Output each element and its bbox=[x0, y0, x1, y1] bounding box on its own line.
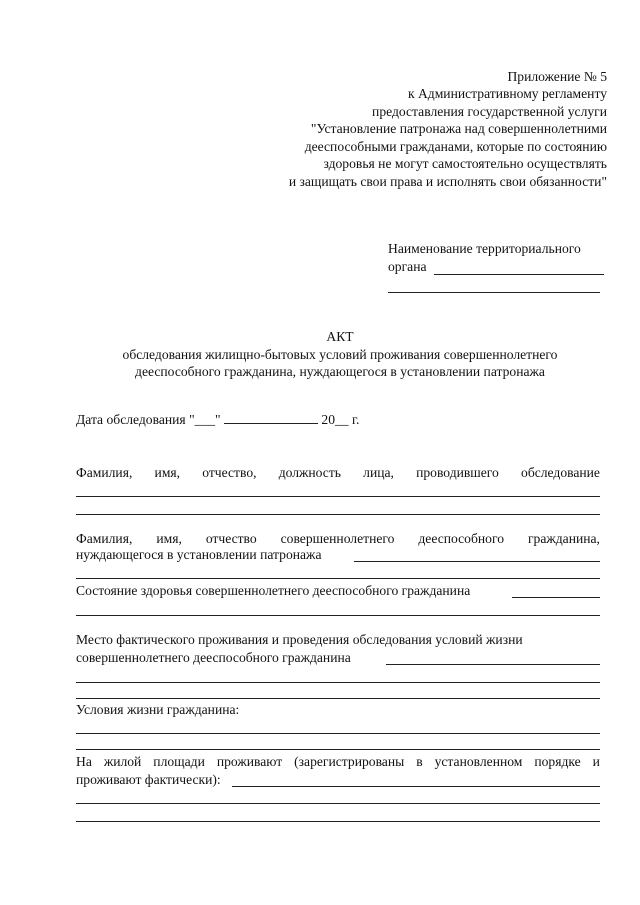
label-word: имя, bbox=[154, 465, 181, 480]
residence-label: Место фактического проживания и проведения обследования условий жизни bbox=[76, 632, 523, 647]
citizen-label bbox=[76, 530, 600, 547]
living-conditions-label: Условия жизни гражданина: bbox=[76, 702, 240, 717]
label-word: жилой bbox=[103, 754, 142, 769]
label-word: площади bbox=[153, 754, 205, 769]
appendix-line: к Административному регламенту bbox=[407, 86, 607, 101]
label-word: Фамилия, bbox=[76, 465, 133, 480]
label-word: проводившего bbox=[416, 465, 499, 480]
label-word: в bbox=[416, 754, 423, 769]
date-open-quote: " bbox=[189, 412, 195, 427]
label-word: дееспособного bbox=[418, 531, 504, 546]
label-word: отчество, bbox=[202, 465, 257, 480]
label-word: обследование bbox=[521, 465, 600, 480]
citizen-blank-line[interactable] bbox=[354, 561, 600, 562]
appendix-line: предоставления государственной услуги bbox=[372, 104, 607, 119]
residence-label-line2: совершеннолетнего дееспособного гражданина bbox=[76, 650, 351, 665]
label-word: порядке bbox=[534, 754, 581, 769]
date-day-blank[interactable]: ___ bbox=[194, 412, 216, 427]
residence-blank-line[interactable] bbox=[386, 664, 600, 665]
label-word: совершеннолетнего bbox=[280, 531, 395, 546]
appendix-line: "Установление патронажа над совершеннолетними bbox=[310, 121, 607, 136]
act-subtitle: обследования жилищно-бытовых условий проживания совершеннолетнего bbox=[122, 347, 558, 362]
inspector-label bbox=[76, 464, 600, 481]
label-word: (зарегистрированы bbox=[294, 754, 405, 769]
residents-blank-line[interactable] bbox=[76, 803, 600, 804]
label-word: На bbox=[76, 754, 92, 769]
date-year-blank[interactable]: __ bbox=[335, 412, 349, 427]
date-label: Дата обследования bbox=[76, 412, 186, 427]
act-subtitle: дееспособного гражданина, нуждающегося в установлении патронажа bbox=[135, 364, 545, 379]
residents-label bbox=[76, 753, 600, 770]
inspection-date bbox=[76, 411, 359, 428]
date-year-prefix: 20 bbox=[321, 412, 335, 427]
inspector-blank-line[interactable] bbox=[76, 514, 600, 515]
citizen-label-line2: нуждающегося в установлении патронажа bbox=[76, 547, 322, 562]
date-month-blank[interactable] bbox=[224, 412, 318, 424]
label-word: Фамилия, bbox=[76, 531, 133, 546]
living-conditions-blank-line[interactable] bbox=[76, 733, 600, 734]
inspector-blank-line[interactable] bbox=[76, 496, 600, 497]
label-word: гражданина, bbox=[527, 531, 600, 546]
authority-blank-line[interactable] bbox=[388, 292, 600, 293]
date-year-suffix: г. bbox=[352, 412, 360, 427]
residents-label-line2: проживают фактически): bbox=[76, 772, 221, 787]
residence-blank-line[interactable] bbox=[76, 682, 600, 683]
label-word: отчество bbox=[205, 531, 257, 546]
label-word: и bbox=[592, 754, 600, 769]
label-word: должность bbox=[278, 465, 341, 480]
residence-blank-line[interactable] bbox=[76, 698, 600, 699]
health-blank-line[interactable] bbox=[76, 615, 600, 616]
label-word: лица, bbox=[363, 465, 394, 480]
residents-blank-line[interactable] bbox=[76, 821, 600, 822]
appendix-number: Приложение № 5 bbox=[507, 69, 607, 84]
living-conditions-blank-line[interactable] bbox=[76, 749, 600, 750]
label-word: имя, bbox=[156, 531, 182, 546]
citizen-blank-line[interactable] bbox=[76, 578, 600, 579]
health-blank-line[interactable] bbox=[512, 597, 600, 598]
label-word: проживают bbox=[216, 754, 283, 769]
appendix-line: здоровья не могут самостоятельно осуществлять bbox=[323, 156, 607, 171]
residents-blank-line[interactable] bbox=[232, 786, 600, 787]
label-word: установленном bbox=[434, 754, 523, 769]
authority-label-line2: органа bbox=[388, 259, 427, 274]
appendix-line: дееспособными гражданами, которые по состоянию bbox=[304, 139, 607, 154]
date-close-quote: " bbox=[215, 412, 221, 427]
authority-blank-line[interactable] bbox=[434, 274, 604, 275]
appendix-line: и защищать свои права и исполнять свои обязанности" bbox=[288, 174, 607, 189]
authority-label: Наименование территориального bbox=[388, 241, 581, 256]
health-label: Состояние здоровья совершеннолетнего дееспособного гражданина bbox=[76, 583, 471, 598]
act-title: АКТ bbox=[326, 329, 354, 344]
